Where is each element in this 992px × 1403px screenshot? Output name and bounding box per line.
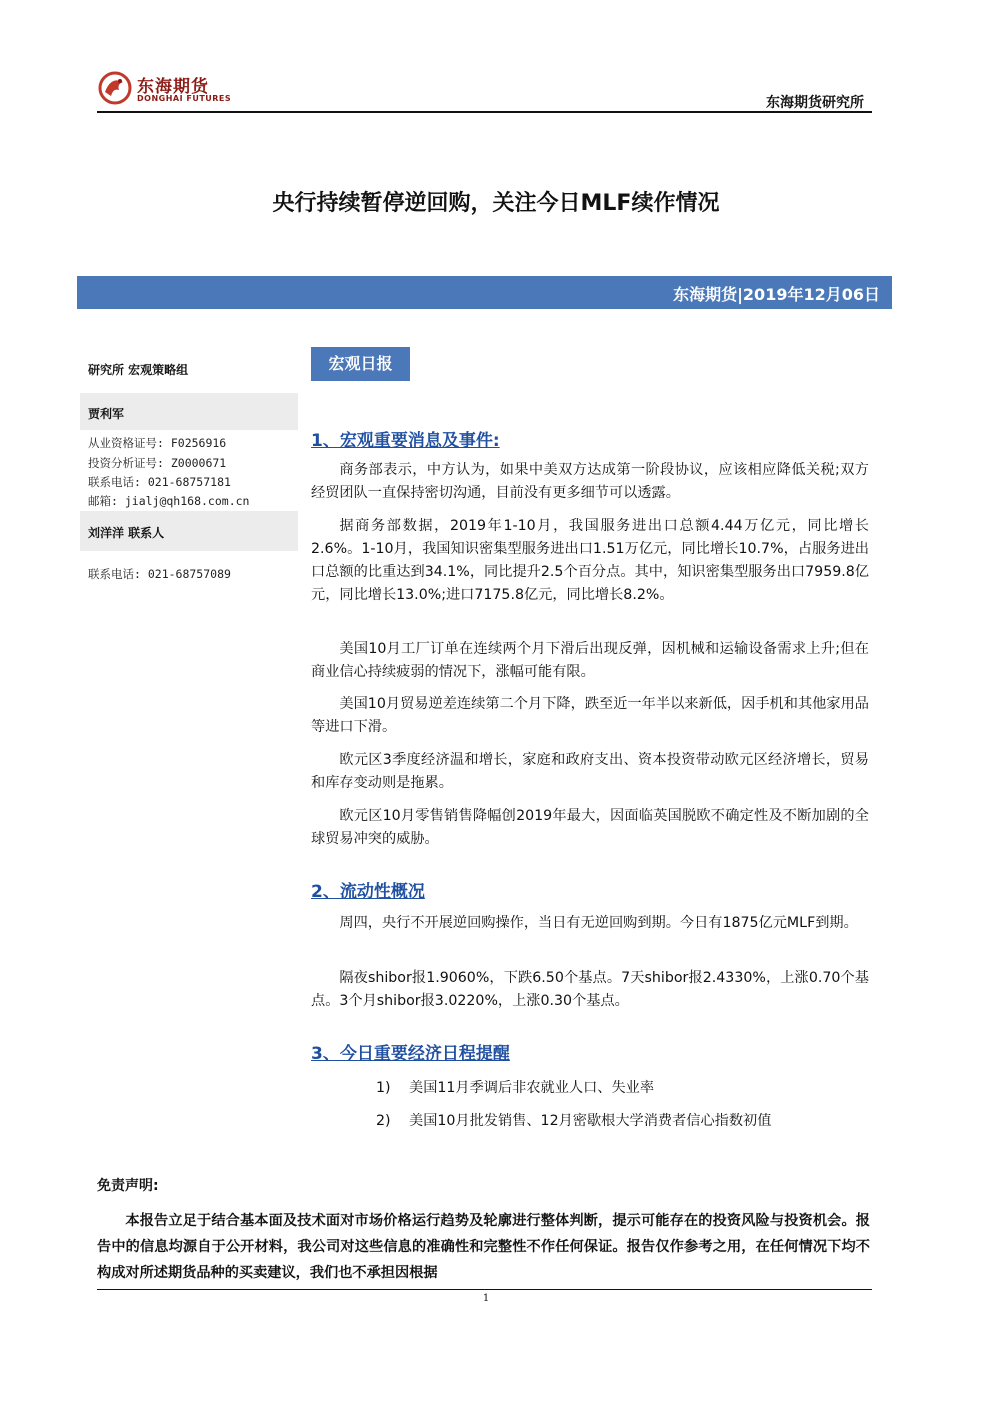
list-number: 1) <box>376 1080 391 1096</box>
list-text: 美国10月批发销售、12月密歇根大学消费者信心指数初值 <box>409 1113 772 1129</box>
list-item <box>376 1110 771 1130</box>
analyst1-name: 贾利军 <box>88 407 125 421</box>
sidebar-dept: 研究所 宏观策略组 <box>88 363 189 377</box>
analyst2-phone: 联系电话: 021-68757089 <box>88 567 231 581</box>
institute-name: 东海期货研究所 <box>766 95 864 111</box>
banner-text: 东海期货|2019年12月06日 <box>673 285 880 304</box>
disclaimer-text: 本报告立足于结合基本面及技术面对市场价格运行趋势及轮廓进行整体判断，提示可能存在的投资风险与投资机会。报告中的信息均源自于公开材料，我公司对这些信息的准确性和完整性不作任何保证。报告仅作参考之用，在任何情况下均不构成对所述期货品种的买卖建议，我们也不承担因根据 <box>97 1213 870 1281</box>
paragraph: 隔夜shibor报1.9060%，下跌6.50个基点。7天shibor报2.4330%，上涨0.70个基点。3个月shibor报3.0220%，上涨0.30个基点。 <box>311 970 869 1009</box>
analyst1-cert: 从业资格证号: F0256916 <box>88 436 227 450</box>
disclaimer-heading: 免责声明: <box>97 1178 159 1194</box>
list-number: 2) <box>376 1113 391 1129</box>
date-banner <box>77 276 892 309</box>
paragraph: 美国10月工厂订单在连续两个月下滑后出现反弹，因机械和运输设备需求上升;但在商业信心持续疲弱的情况下，涨幅可能有限。 <box>311 641 869 680</box>
paragraph: 美国10月贸易逆差连续第二个月下降，跌至近一年半以来新低，因手机和其他家用品等进口下滑。 <box>311 696 869 735</box>
paragraph: 欧元区10月零售销售降幅创2019年最大，因面临英国脱欧不确定性及不断加剧的全球贸易冲突的威胁。 <box>311 808 869 847</box>
footer-divider <box>97 1289 872 1290</box>
page-number: 1 <box>482 1293 490 1304</box>
section-heading: 3、今日重要经济日程提醒 <box>311 1044 510 1064</box>
header-divider <box>97 111 872 113</box>
logo-text-en: DONGHAI FUTURES <box>137 94 232 103</box>
paragraph: 欧元区3季度经济温和增长，家庭和政府支出、资本投资带动欧元区经济增长，贸易和库存变动则是拖累。 <box>311 752 869 791</box>
list-item <box>376 1077 654 1097</box>
report-title: 央行持续暂停逆回购，关注今日MLF续作情况 <box>272 191 720 216</box>
analyst1-analysis-cert: 投资分析证号: Z0000671 <box>88 456 227 470</box>
paragraph: 周四，央行不开展逆回购操作，当日有无逆回购到期。今日有1875亿元MLF到期。 <box>339 915 858 931</box>
analyst1-phone: 联系电话: 021-68757181 <box>88 475 231 489</box>
analyst2-name: 刘洋洋 联系人 <box>88 526 165 540</box>
section-heading: 2、流动性概况 <box>311 882 425 902</box>
list-text: 美国11月季调后非农就业人口、失业率 <box>409 1080 655 1096</box>
dragon-logo-icon <box>97 70 133 106</box>
paragraph: 据商务部数据，2019年1-10月，我国服务进出口总额4.44万亿元，同比增长2.6%。1-10月，我国知识密集型服务进出口1.51万亿元，同比增长10.7%，占服务进出口总额的比重达到34.1%，同比提升2.5个百分点。其中，知识密集型服务出口7959.8亿元，同比增长13.0%;进口7175.8亿元，同比增长8.2%。 <box>311 518 869 603</box>
report-type-tag: 宏观日报 <box>311 347 410 381</box>
paragraph: 商务部表示，中方认为，如果中美双方达成第一阶段协议，应该相应降低关税;双方经贸团队一直保持密切沟通，目前没有更多细节可以透露。 <box>311 462 869 501</box>
company-logo <box>97 70 237 106</box>
logo-text-cn: 东海期货 <box>137 77 209 97</box>
analyst1-email: 邮箱: jialj@qh168.com.cn <box>88 494 250 508</box>
section-heading: 1、宏观重要消息及事件: <box>311 431 500 451</box>
